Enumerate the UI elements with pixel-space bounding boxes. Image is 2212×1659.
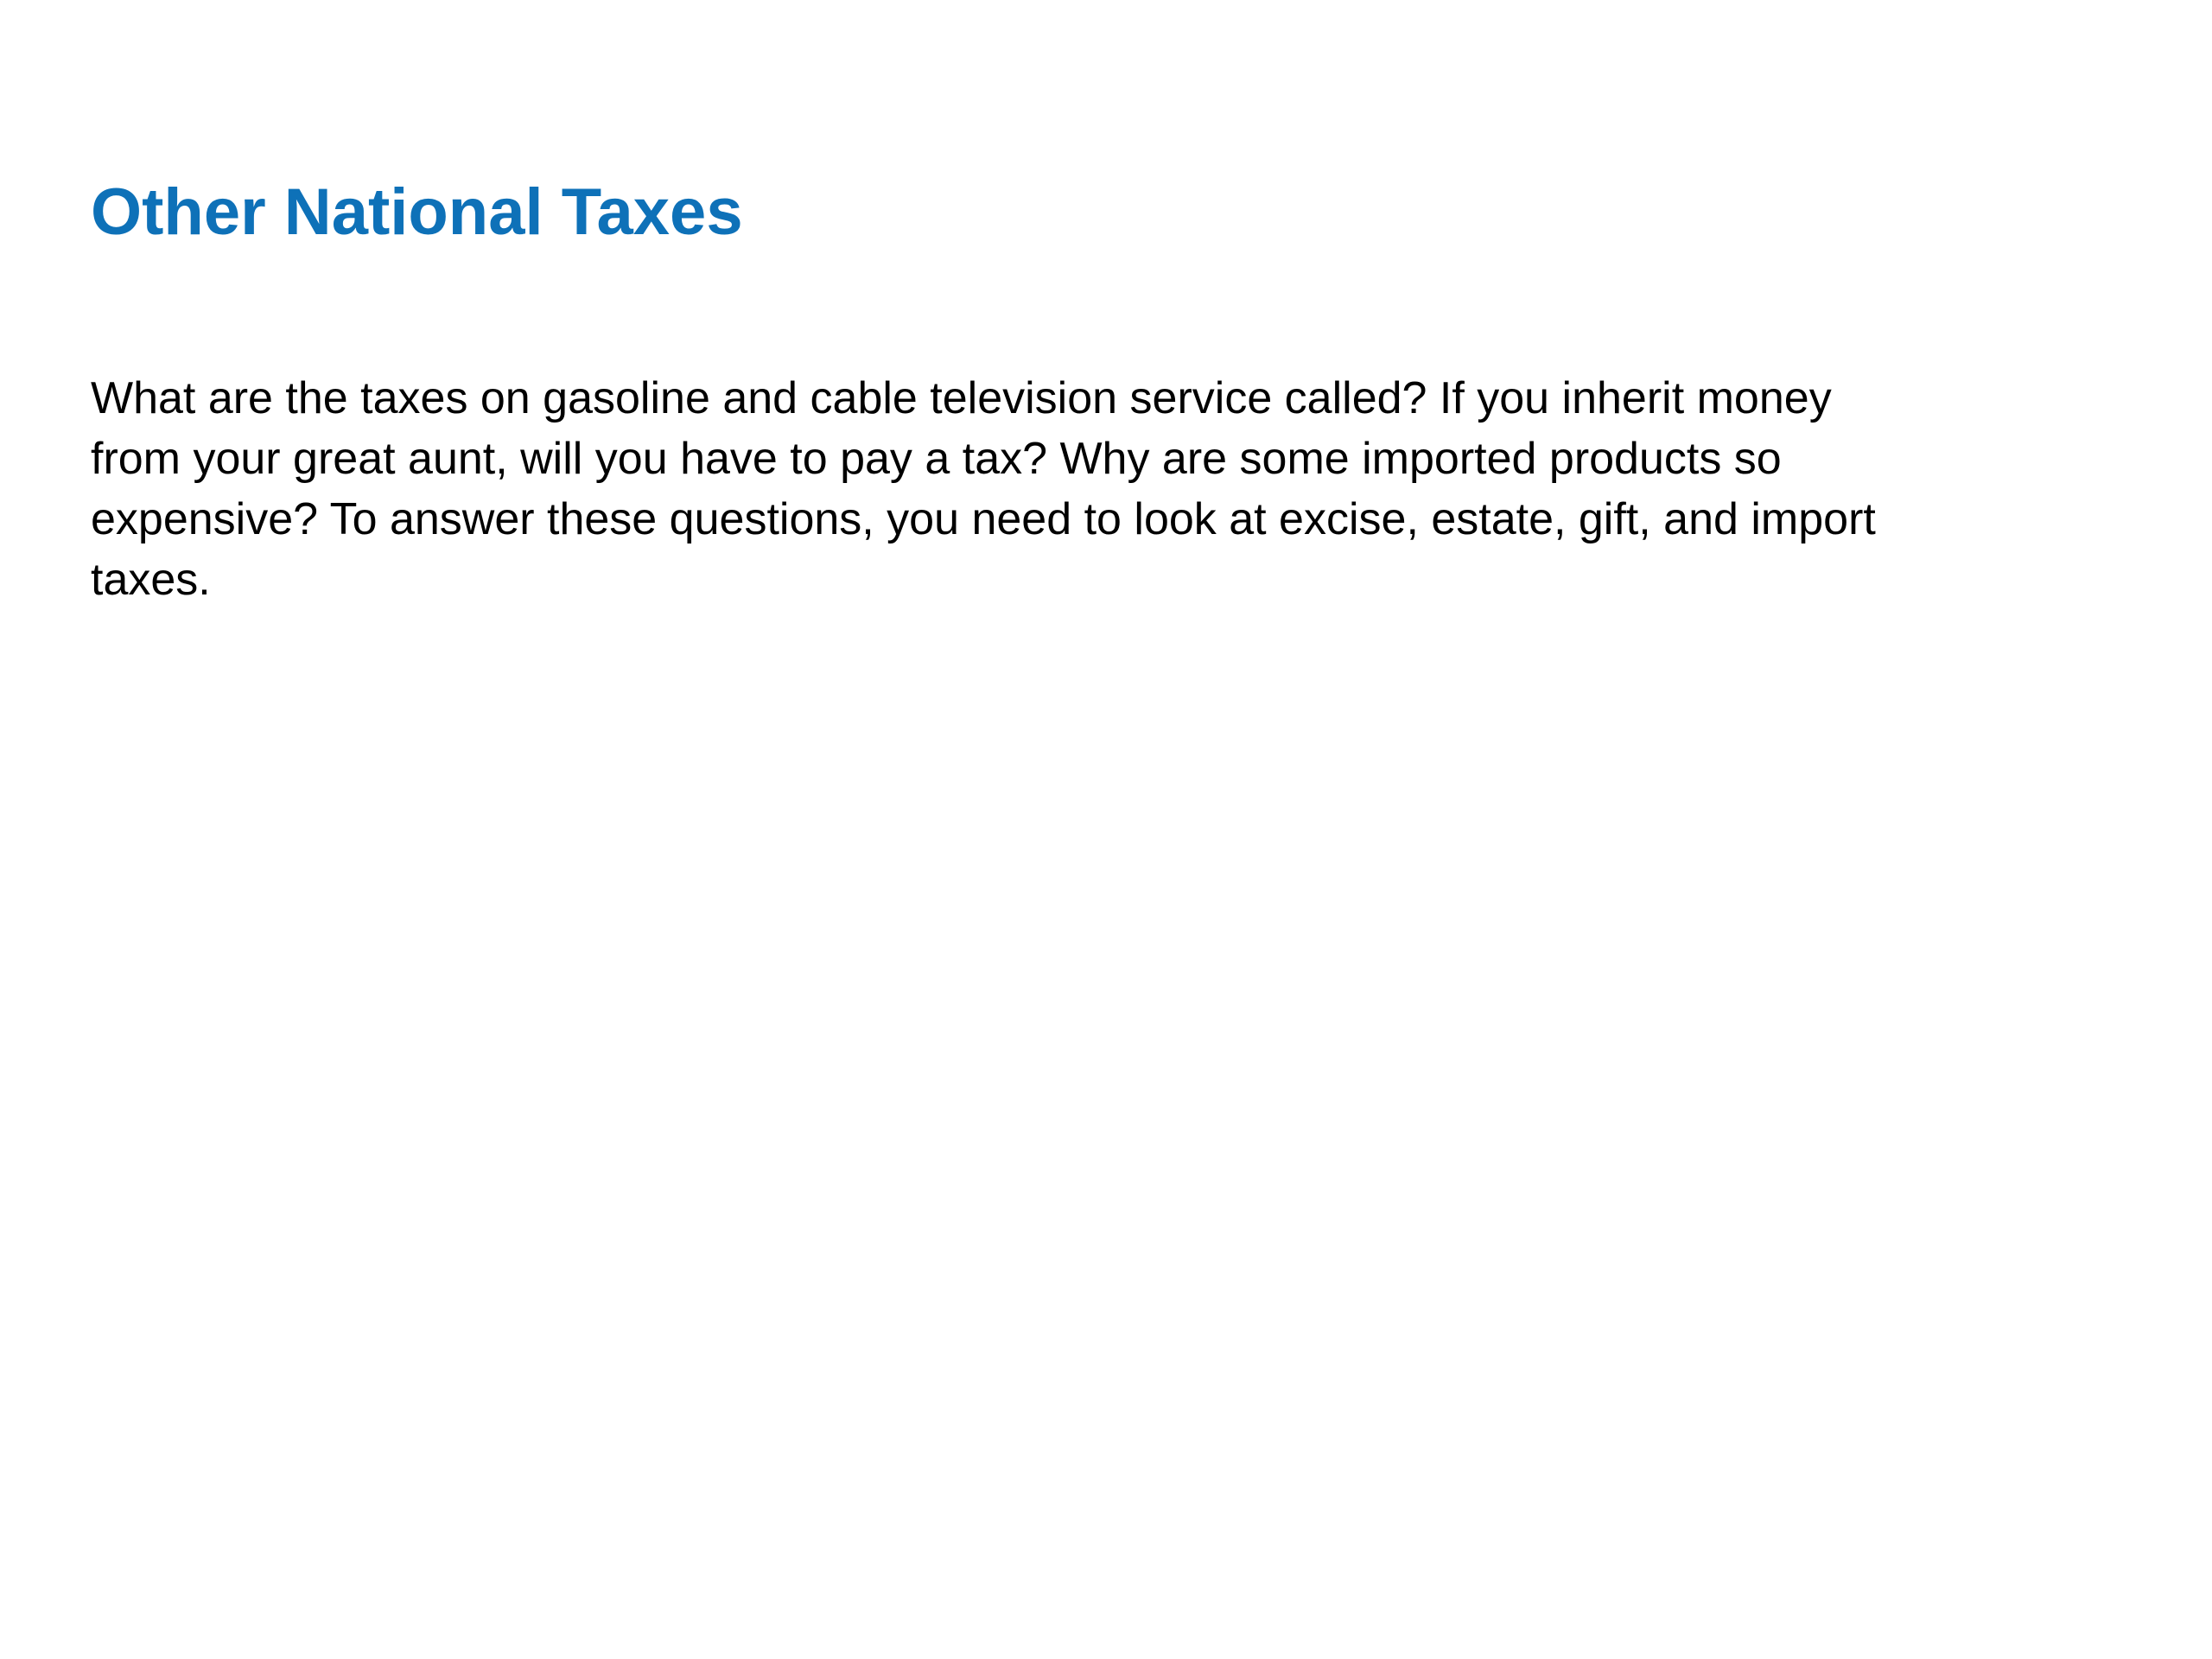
slide-title: Other National Taxes bbox=[91, 175, 743, 249]
slide-body-text: What are the taxes on gasoline and cable television service called? If you inherit money from your great aunt, will you have to pay a tax? Why are some imported products so expensive? To answer these questions, you need to look at excise, estate, gift, and import taxes. bbox=[91, 373, 1876, 605]
